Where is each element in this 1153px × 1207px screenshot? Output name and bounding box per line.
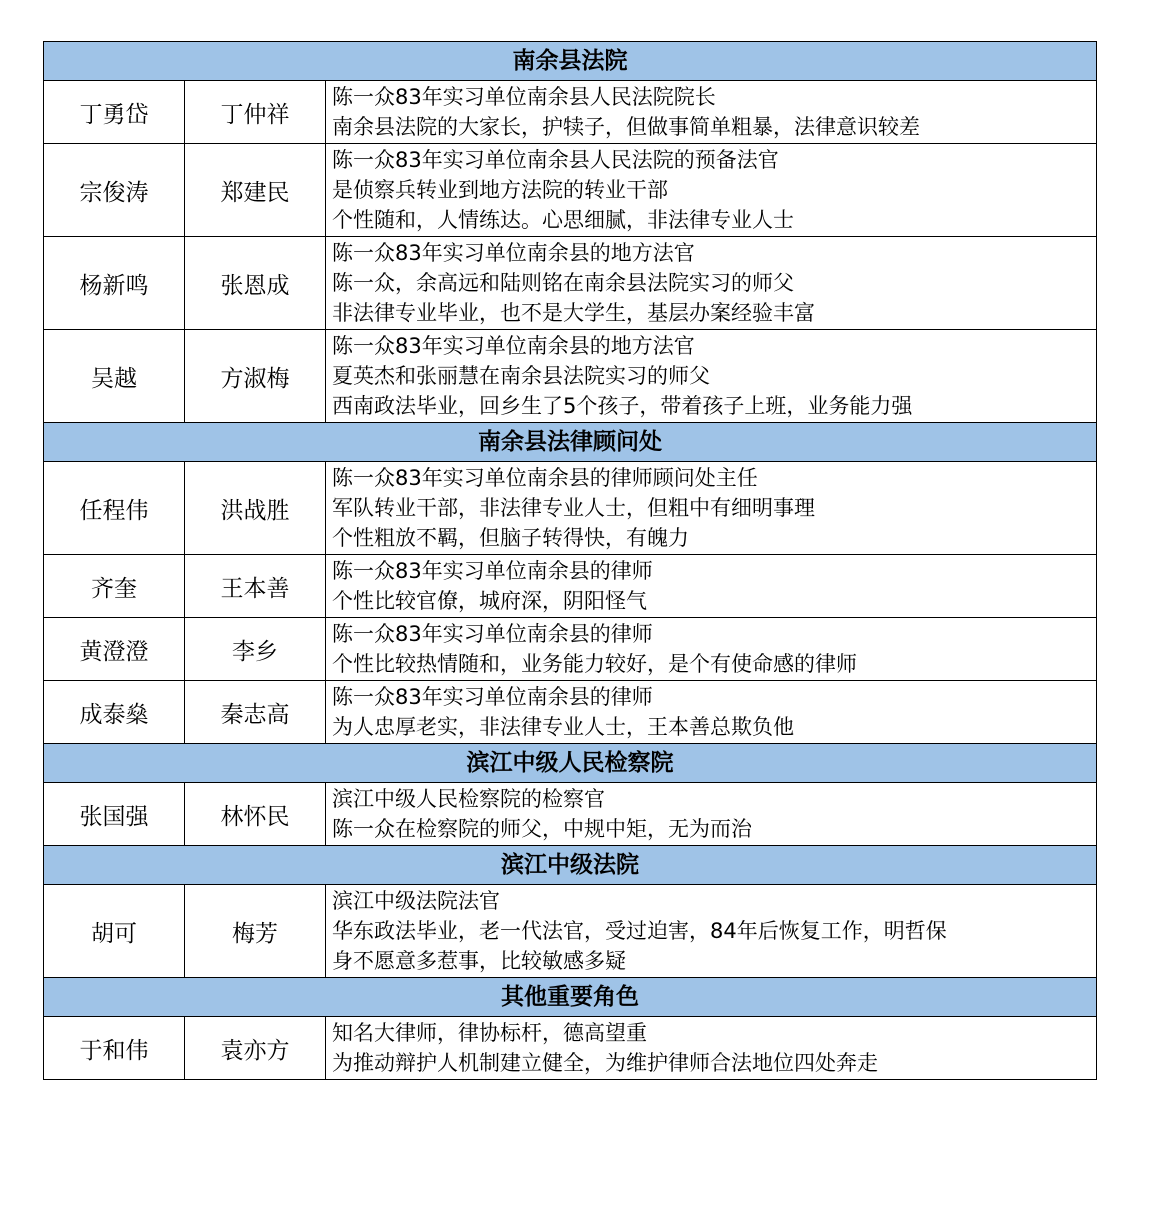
description-line: 个性随和，人情练达。心思细腻，非法律专业人士 <box>332 208 794 232</box>
description-line: 陈一众在检察院的师父，中规中矩，无为而治 <box>332 817 752 841</box>
actor-name: 张国强 <box>44 783 185 846</box>
description-line: 陈一众83年实习单位南余县人民法院院长 <box>332 85 716 109</box>
role-name: 林怀民 <box>185 783 326 846</box>
description-line: 个性比较热情随和，业务能力较好，是个有使命感的律师 <box>332 652 857 676</box>
description-line: 知名大律师，律协标杆，德高望重 <box>332 1021 647 1045</box>
role-description <box>326 783 1097 846</box>
description-line: 非法律专业毕业，也不是大学生，基层办案经验丰富 <box>332 301 815 325</box>
section-header-row <box>44 744 1097 783</box>
description-line: 滨江中级人民检察院的检察官 <box>332 787 605 811</box>
role-description <box>326 144 1097 237</box>
description-line: 是侦察兵转业到地方法院的转业干部 <box>332 178 668 202</box>
role-description <box>326 462 1097 555</box>
table-row <box>44 555 1097 618</box>
actor-name: 宗俊涛 <box>44 144 185 237</box>
section-header-row <box>44 846 1097 885</box>
table-row <box>44 681 1097 744</box>
description-line: 为人忠厚老实，非法律专业人士，王本善总欺负他 <box>332 715 794 739</box>
actor-name: 丁勇岱 <box>44 81 185 144</box>
description-line: 身不愿意多惹事，比较敏感多疑 <box>332 949 626 973</box>
description-line: 陈一众83年实习单位南余县的律师 <box>332 685 653 709</box>
role-name: 方淑梅 <box>185 330 326 423</box>
table-row <box>44 783 1097 846</box>
section-title: 其他重要角色 <box>44 978 1097 1017</box>
description-line: 为推动辩护人机制建立健全，为维护律师合法地位四处奔走 <box>332 1051 878 1075</box>
table-row <box>44 1017 1097 1080</box>
table-row <box>44 462 1097 555</box>
role-description <box>326 330 1097 423</box>
role-name: 张恩成 <box>185 237 326 330</box>
cast-table <box>43 41 1097 1080</box>
actor-name: 吴越 <box>44 330 185 423</box>
table-row <box>44 237 1097 330</box>
role-description <box>326 618 1097 681</box>
role-description <box>326 555 1097 618</box>
role-description <box>326 81 1097 144</box>
section-title: 滨江中级人民检察院 <box>44 744 1097 783</box>
section-header-row <box>44 978 1097 1017</box>
role-name: 梅芳 <box>185 885 326 978</box>
description-line: 陈一众，余高远和陆则铭在南余县法院实习的师父 <box>332 271 794 295</box>
role-name: 李乡 <box>185 618 326 681</box>
table-row <box>44 618 1097 681</box>
actor-name: 胡可 <box>44 885 185 978</box>
section-header-row <box>44 42 1097 81</box>
role-description <box>326 237 1097 330</box>
cast-table-body <box>44 42 1097 1080</box>
description-line: 陈一众83年实习单位南余县的律师 <box>332 559 653 583</box>
description-line: 陈一众83年实习单位南余县的律师 <box>332 622 653 646</box>
role-name: 王本善 <box>185 555 326 618</box>
role-name: 洪战胜 <box>185 462 326 555</box>
actor-name: 齐奎 <box>44 555 185 618</box>
description-line: 个性粗放不羁，但脑子转得快，有魄力 <box>332 526 689 550</box>
description-line: 陈一众83年实习单位南余县的律师顾问处主任 <box>332 466 758 490</box>
description-line: 陈一众83年实习单位南余县的地方法官 <box>332 241 695 265</box>
actor-name: 任程伟 <box>44 462 185 555</box>
description-line: 陈一众83年实习单位南余县人民法院的预备法官 <box>332 148 779 172</box>
description-line: 军队转业干部，非法律专业人士，但粗中有细明事理 <box>332 496 815 520</box>
section-title: 滨江中级法院 <box>44 846 1097 885</box>
table-row <box>44 330 1097 423</box>
description-line: 华东政法毕业，老一代法官，受过迫害，84年后恢复工作，明哲保 <box>332 919 947 943</box>
role-description <box>326 1017 1097 1080</box>
actor-name: 黄澄澄 <box>44 618 185 681</box>
actor-name: 于和伟 <box>44 1017 185 1080</box>
actor-name: 杨新鸣 <box>44 237 185 330</box>
description-line: 个性比较官僚，城府深，阴阳怪气 <box>332 589 647 613</box>
table-row <box>44 144 1097 237</box>
table-row <box>44 81 1097 144</box>
role-description <box>326 681 1097 744</box>
section-title: 南余县法院 <box>44 42 1097 81</box>
role-name: 袁亦方 <box>185 1017 326 1080</box>
description-line: 西南政法毕业，回乡生了5个孩子，带着孩子上班，业务能力强 <box>332 394 913 418</box>
section-header-row <box>44 423 1097 462</box>
description-line: 滨江中级法院法官 <box>332 889 500 913</box>
section-title: 南余县法律顾问处 <box>44 423 1097 462</box>
description-line: 夏英杰和张丽慧在南余县法院实习的师父 <box>332 364 710 388</box>
role-name: 秦志高 <box>185 681 326 744</box>
description-line: 陈一众83年实习单位南余县的地方法官 <box>332 334 695 358</box>
description-line: 南余县法院的大家长，护犊子，但做事简单粗暴，法律意识较差 <box>332 115 920 139</box>
role-description <box>326 885 1097 978</box>
table-row <box>44 885 1097 978</box>
actor-name: 成泰燊 <box>44 681 185 744</box>
role-name: 丁仲祥 <box>185 81 326 144</box>
role-name: 郑建民 <box>185 144 326 237</box>
